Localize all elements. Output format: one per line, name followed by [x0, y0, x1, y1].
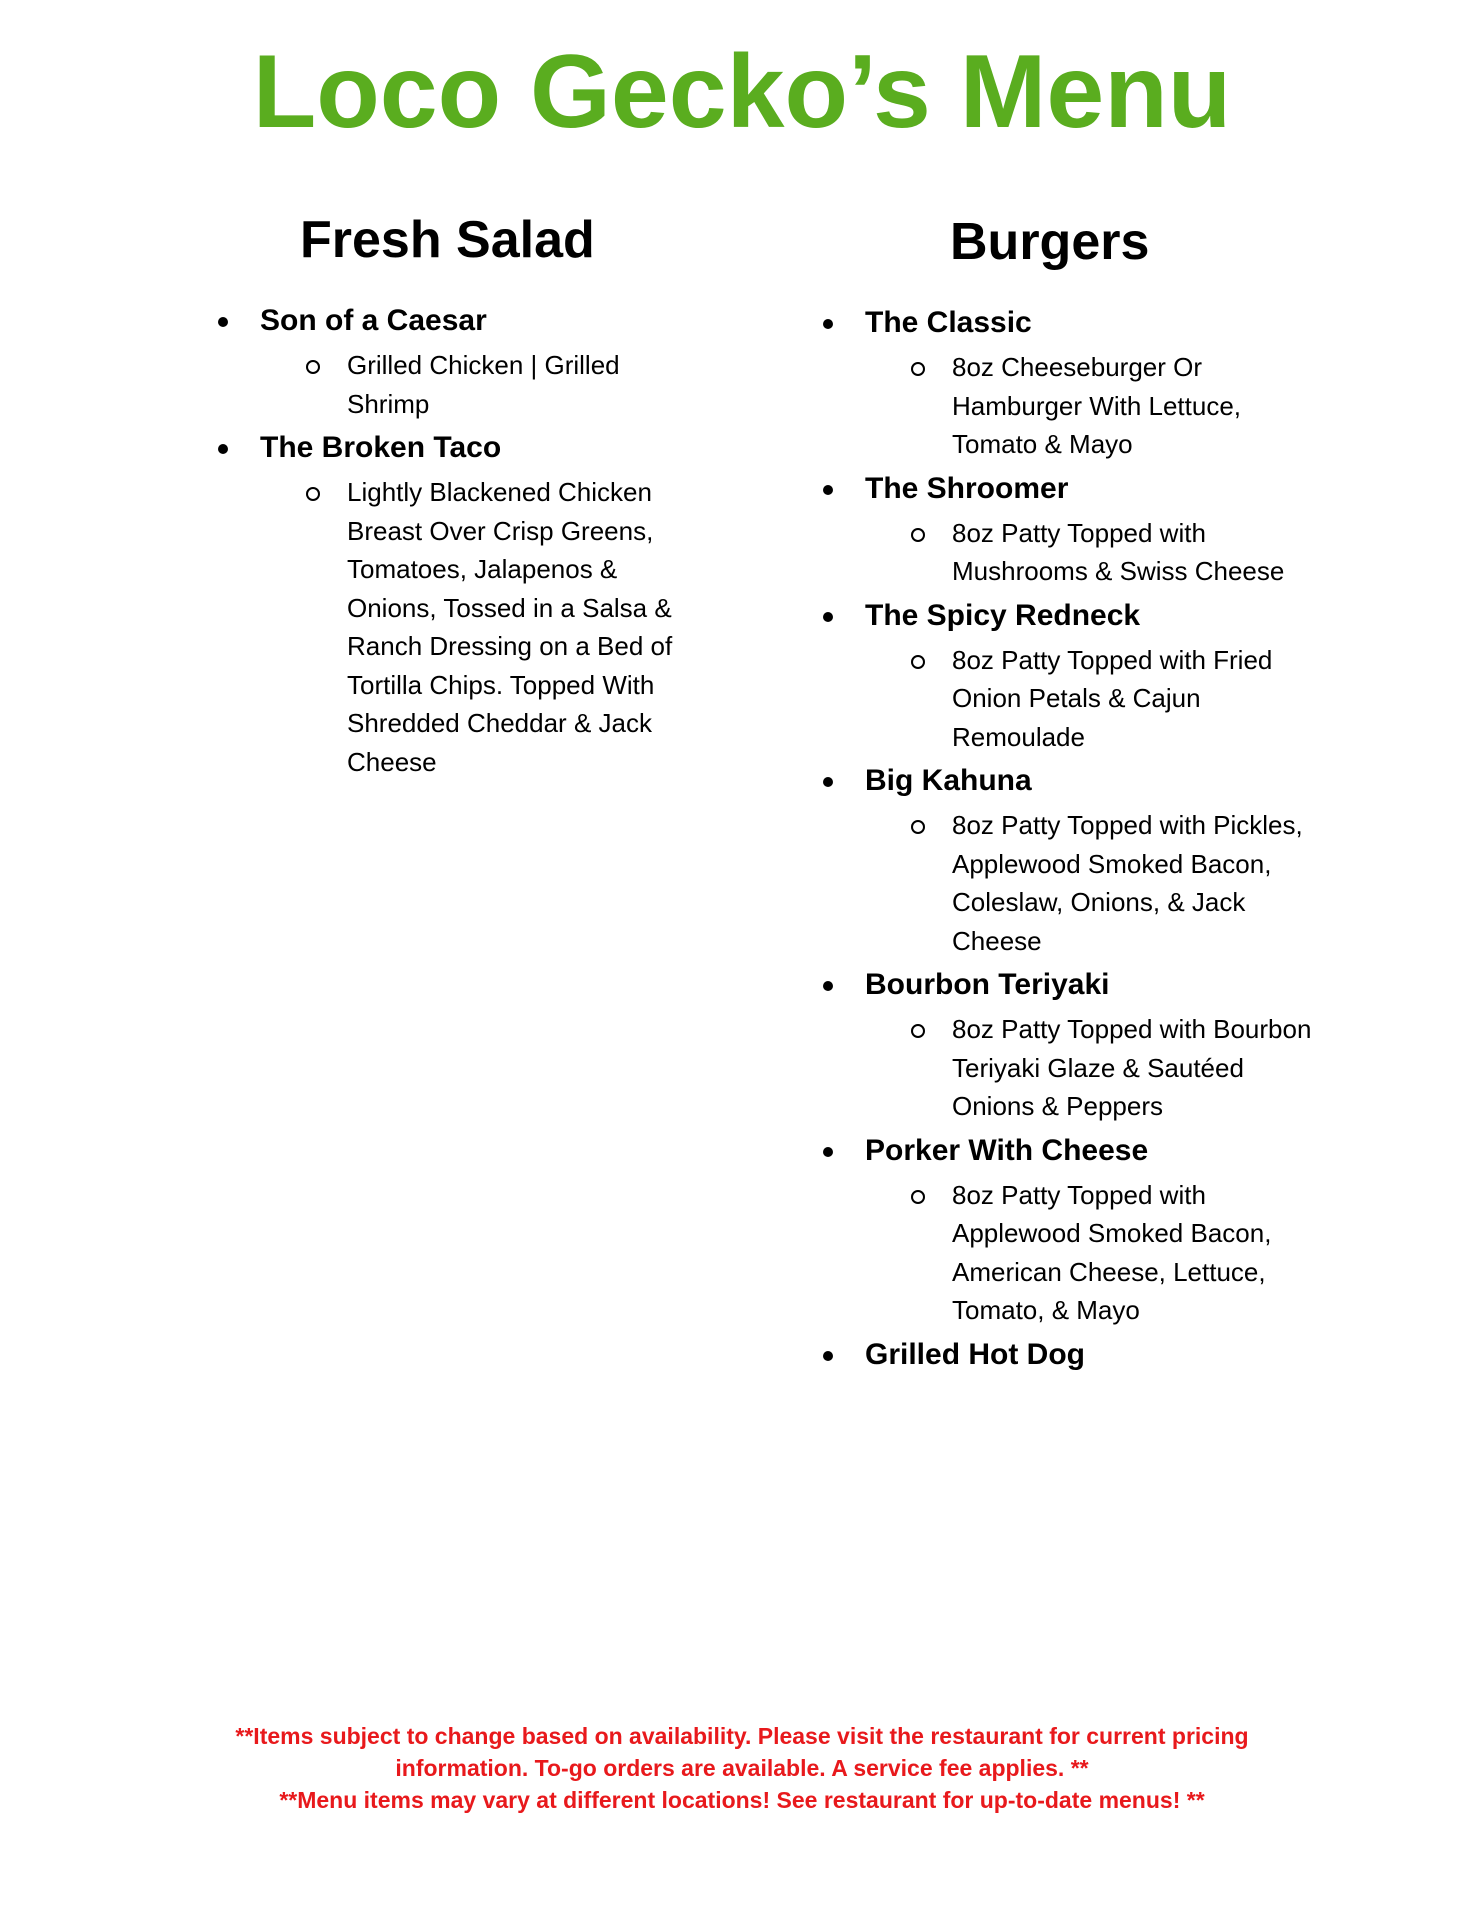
menu-item	[210, 300, 687, 342]
hollow-bullet-icon	[911, 1024, 925, 1038]
item-description-text: Lightly Blackened Chicken Breast Over Crisp Greens, Tomatoes, Jalapenos & Onions, Tossed in a Salsa & Ranch Dressing on a Bed of Tortilla Chips. Topped With Shredded Cheddar & Jack Cheese	[347, 477, 673, 777]
item-name: Big Kahuna	[865, 764, 1032, 797]
item-description	[210, 472, 687, 781]
item-description-text: Grilled Chicken | Grilled Shrimp	[347, 350, 620, 419]
menu-item	[815, 760, 1322, 802]
item-description	[210, 345, 687, 423]
item-name: The Shroomer	[865, 471, 1069, 505]
bullet-icon	[823, 777, 833, 787]
page-title: Loco Gecko’s Menu	[252, 34, 1232, 150]
hollow-bullet-icon	[911, 362, 925, 376]
salad-item-list	[210, 300, 687, 785]
menu-item	[815, 1130, 1322, 1172]
bullet-icon	[218, 444, 228, 454]
item-name: Son of a Caesar	[260, 304, 487, 337]
hollow-bullet-icon	[911, 655, 925, 669]
bullet-icon	[218, 317, 228, 327]
item-name: Grilled Hot Dog	[865, 1337, 1085, 1371]
item-description	[815, 1009, 1322, 1126]
menu-item	[815, 595, 1322, 637]
section-heading-burgers: Burgers	[950, 213, 1150, 271]
disclaimer-line: information. To-go orders are available. A service fee applies. **	[395, 1755, 1089, 1781]
item-description-text: 8oz Cheeseburger Or Hamburger With Lettuce, Tomato & Mayo	[952, 352, 1242, 459]
item-description	[815, 513, 1322, 591]
hollow-bullet-icon	[911, 528, 925, 542]
bullet-icon	[823, 1147, 833, 1157]
item-description-text: 8oz Patty Topped with Fried Onion Petals & Cajun Remoulade	[952, 644, 1273, 752]
disclaimer-footer	[0, 1720, 1484, 1816]
section-heading-fresh-salad: Fresh Salad	[300, 211, 595, 269]
menu-item	[815, 1334, 1322, 1376]
bullet-icon	[823, 1351, 833, 1361]
item-description-text: 8oz Patty Topped with Applewood Smoked Bacon, American Cheese, Lettuce, Tomato, & Mayo	[952, 1179, 1272, 1325]
item-name: Bourbon Teriyaki	[865, 968, 1110, 1001]
item-description	[815, 1175, 1322, 1330]
bullet-icon	[823, 981, 833, 991]
item-name: The Spicy Redneck	[865, 598, 1141, 632]
menu-item	[815, 302, 1322, 344]
menu-item	[815, 468, 1322, 510]
bullet-icon	[823, 319, 833, 329]
burger-item-list	[815, 302, 1322, 1379]
hollow-bullet-icon	[306, 360, 320, 374]
menu-item	[210, 427, 687, 469]
item-description	[815, 347, 1322, 464]
bullet-icon	[823, 485, 833, 495]
disclaimer-line: **Items subject to change based on availability. Please visit the restaurant for current pricing	[235, 1723, 1249, 1749]
hollow-bullet-icon	[911, 1190, 925, 1204]
bullet-icon	[823, 612, 833, 622]
item-name: The Broken Taco	[260, 431, 502, 464]
item-description-text: 8oz Patty Topped with Bourbon Teriyaki Glaze & Sautéed Onions & Peppers	[952, 1014, 1312, 1121]
disclaimer-line: **Menu items may vary at different locations! See restaurant for up-to-date menus! **	[279, 1787, 1205, 1813]
hollow-bullet-icon	[306, 487, 320, 501]
item-description-text: 8oz Patty Topped with Mushrooms & Swiss Cheese	[952, 517, 1285, 586]
menu-item	[815, 964, 1322, 1006]
hollow-bullet-icon	[911, 820, 925, 834]
item-name: The Classic	[865, 306, 1032, 339]
item-description	[815, 805, 1322, 960]
item-description	[815, 640, 1322, 757]
item-name: Porker With Cheese	[865, 1133, 1149, 1167]
item-description-text: 8oz Patty Topped with Pickles, Applewood Smoked Bacon, Coleslaw, Onions, & Jack Cheese	[952, 810, 1303, 956]
